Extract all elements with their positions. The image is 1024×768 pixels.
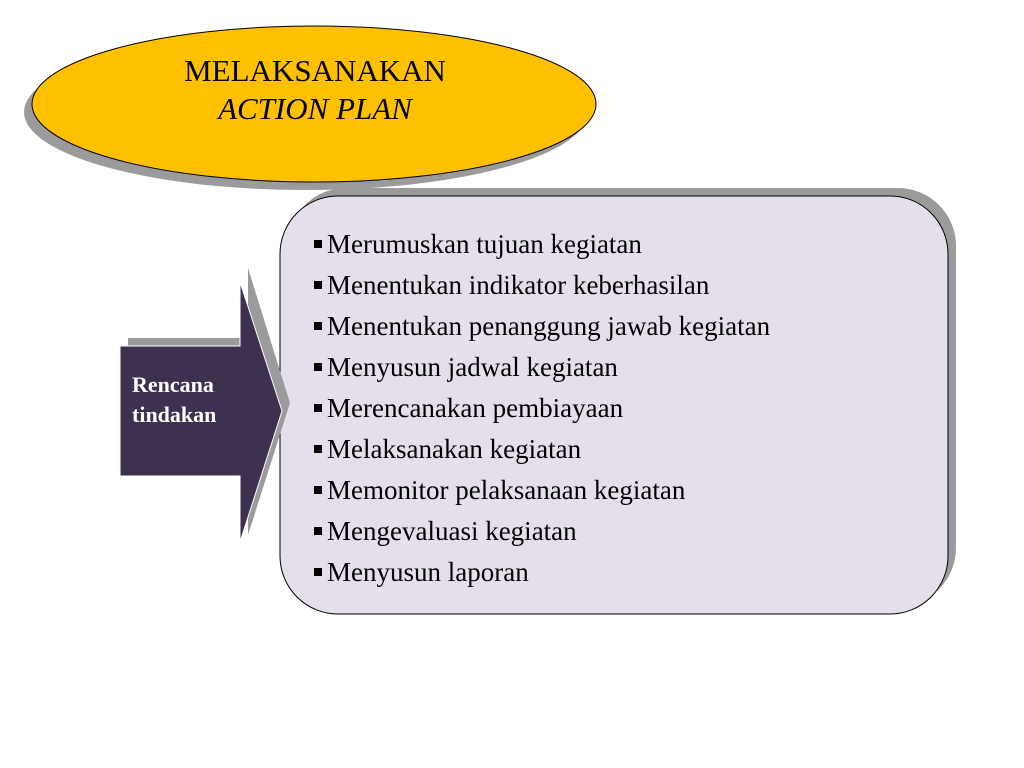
square-bullet-icon <box>314 363 322 371</box>
list-item <box>314 306 770 347</box>
arrow-label-line-2: tindakan <box>132 402 217 427</box>
list-item-text: Menentukan penanggung jawab kegiatan <box>327 311 771 341</box>
square-bullet-icon <box>314 445 322 453</box>
list-item <box>314 224 770 265</box>
title-line-2: ACTION PLAN <box>218 91 412 126</box>
list-item <box>314 388 770 429</box>
list-item-text: Menyusun jadwal kegiatan <box>327 352 618 382</box>
square-bullet-icon <box>314 568 322 576</box>
square-bullet-icon <box>314 527 322 535</box>
square-bullet-icon <box>314 404 322 412</box>
list-item-text: Merumuskan tujuan kegiatan <box>327 229 642 259</box>
list-item <box>314 429 770 470</box>
list-item-text: Memonitor pelaksanaan kegiatan <box>327 475 686 505</box>
list-item-text: Menentukan indikator keberhasilan <box>327 270 710 300</box>
list-item <box>314 511 770 552</box>
list-item <box>314 470 770 511</box>
title <box>110 52 520 128</box>
square-bullet-icon <box>314 281 322 289</box>
activity-list <box>314 224 770 593</box>
list-item <box>314 347 770 388</box>
arrow-label <box>122 370 262 430</box>
square-bullet-icon <box>314 322 322 330</box>
list-item-text: Menyusun laporan <box>327 557 529 587</box>
list-item-text: Merencanakan pembiayaan <box>327 393 624 423</box>
list-item <box>314 265 770 306</box>
title-line-1: MELAKSANAKAN <box>184 53 446 88</box>
list-item-text: Melaksanakan kegiatan <box>327 434 582 464</box>
list-item <box>314 552 770 593</box>
arrow-label-line-1: Rencana <box>132 372 214 397</box>
square-bullet-icon <box>314 486 322 494</box>
square-bullet-icon <box>314 240 322 248</box>
list-item-text: Mengevaluasi kegiatan <box>327 516 577 546</box>
